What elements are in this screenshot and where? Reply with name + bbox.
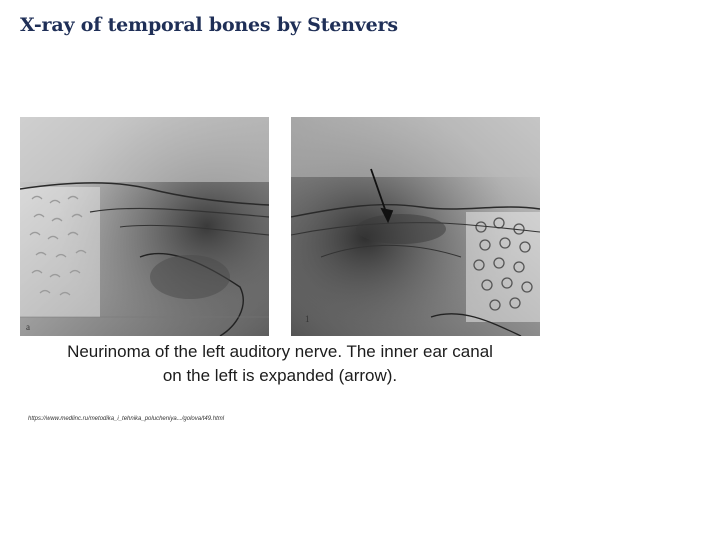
xray-image-left (20, 117, 269, 336)
figure-caption (20, 340, 540, 388)
slide-title: X-ray of temporal bones by Stenvers (20, 14, 398, 36)
svg-text:1: 1 (305, 314, 310, 324)
source-link[interactable]: https://www.medlinc.ru/metodika_i_tehnika_polucheniya.../golova/t49.html (28, 416, 225, 422)
xray-left-graphic (20, 117, 269, 336)
xray-right-graphic (291, 117, 540, 336)
svg-text:a: a (26, 322, 30, 332)
xray-image-right (291, 117, 540, 336)
caption-line-1: Neurinoma of the left auditory nerve. The inner ear canal (67, 342, 493, 361)
caption-line-2: on the left is expanded (arrow). (162, 366, 398, 385)
